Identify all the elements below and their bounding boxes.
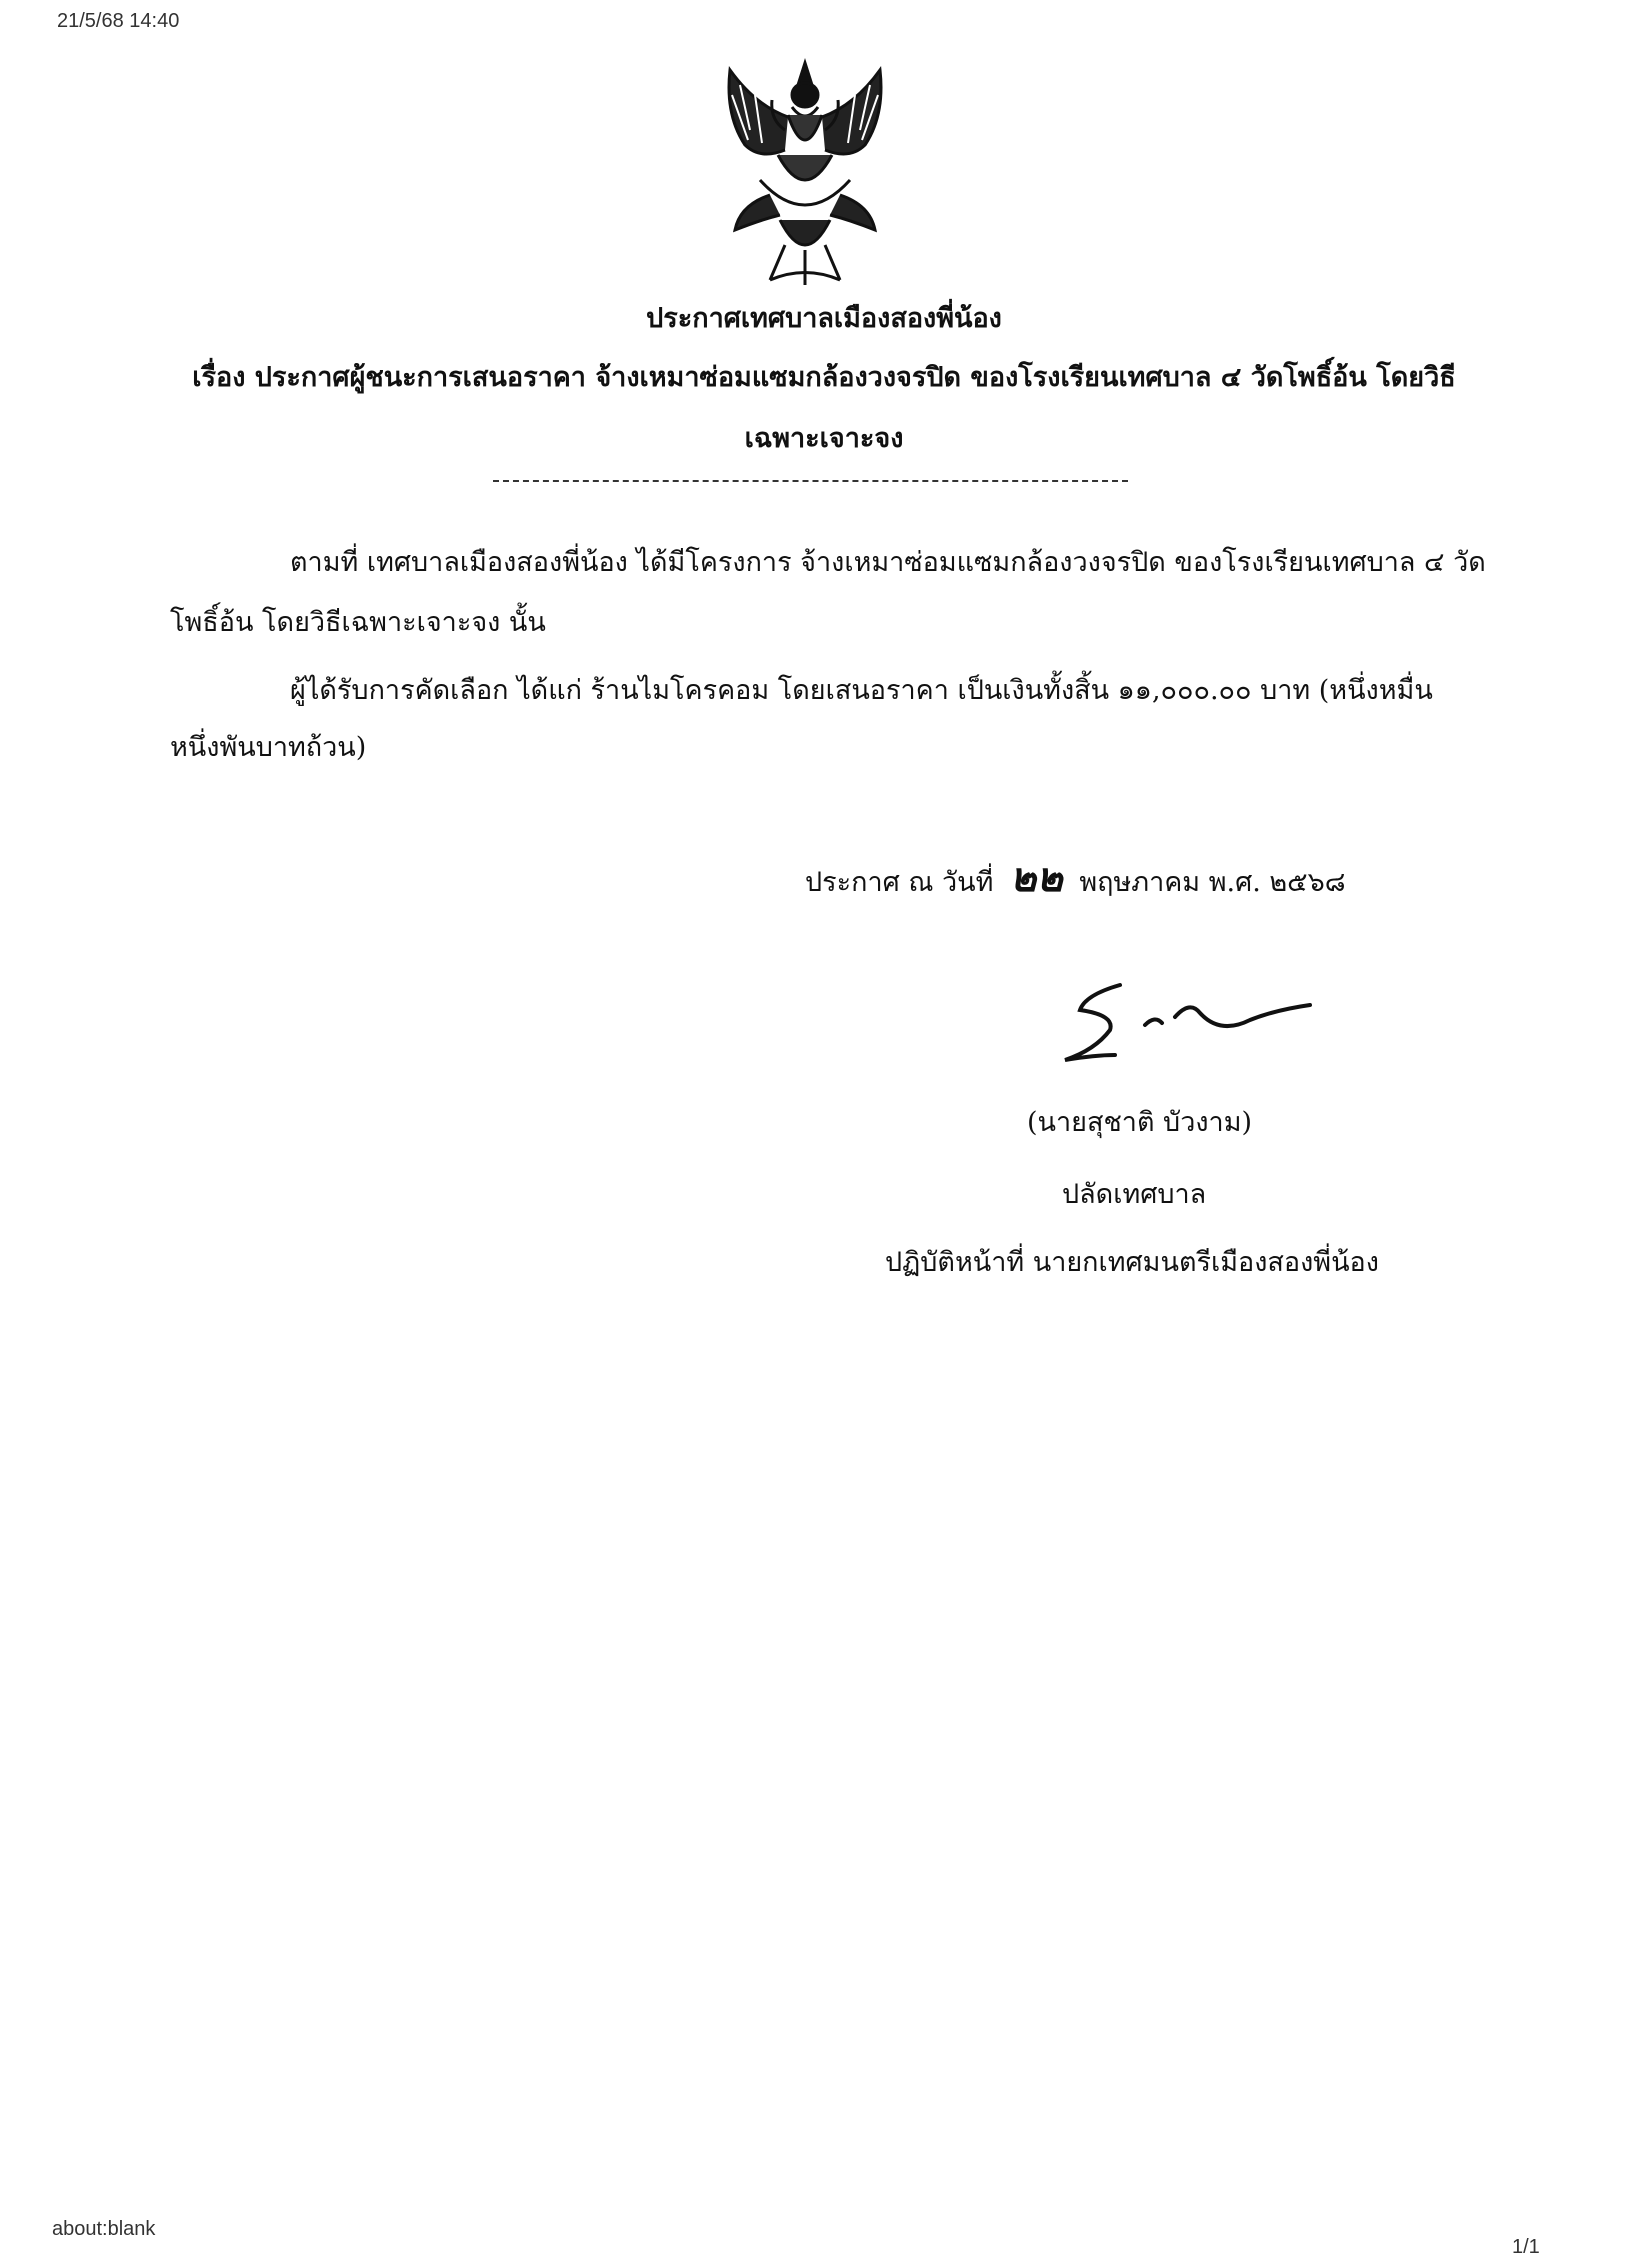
section-divider [493, 480, 1128, 482]
signatory-position-1: ปลัดเทศบาล [1062, 1179, 1207, 1210]
print-url: about:blank [52, 2218, 156, 2240]
paragraph-2-line-2: หนึ่งพันบาทถ้วน) [170, 732, 367, 763]
print-timestamp: 21/5/68 14:40 [57, 10, 180, 32]
announcement-issuer: ประกาศเทศบาลเมืองสองพี่น้อง [646, 303, 1002, 334]
date-prefix: ประกาศ ณ วันที่ [805, 867, 994, 898]
date-day: ๒๒ [1010, 855, 1063, 901]
paragraph-1-line-1: ตามที่ เทศบาลเมืองสองพี่น้อง ได้มีโครงการ จ้างเหมาซ่อมแซมกล้องวงจรปิด ของโรงเรียนเทศบาล ๔ วัด [290, 547, 1486, 578]
paragraph-2-line-1: ผู้ได้รับการคัดเลือก ได้แก่ ร้านไมโครคอม โดยเสนอราคา เป็นเงินทั้งสิ้น ๑๑,๐๐๐.๐๐ บาท (หนึ่งหมื่น [290, 675, 1433, 706]
garuda-emblem-icon [700, 55, 910, 290]
date-month-year: พฤษภาคม พ.ศ. ๒๕๖๘ [1079, 867, 1346, 898]
signatory-position-2: ปฏิบัติหน้าที่ นายกเทศมนตรีเมืองสองพี่น้อง [885, 1247, 1379, 1278]
signatory-name: (นายสุชาติ บัวงาม) [1027, 1107, 1253, 1138]
paragraph-1-line-2: โพธิ์อ้น โดยวิธีเฉพาะเจาะจง นั้น [170, 607, 546, 638]
announcement-subject-line-2: เฉพาะเจาะจง [744, 423, 904, 454]
handwritten-signature [1050, 975, 1330, 1075]
announcement-subject-line-1: เรื่อง ประกาศผู้ชนะการเสนอราคา จ้างเหมาซ่อมแซมกล้องวงจรปิด ของโรงเรียนเทศบาล ๔ วัดโพธิ์อ้น โดยวิธี [192, 362, 1456, 393]
announcement-date [805, 845, 1346, 909]
print-page-number: 1/1 [1512, 2236, 1540, 2258]
